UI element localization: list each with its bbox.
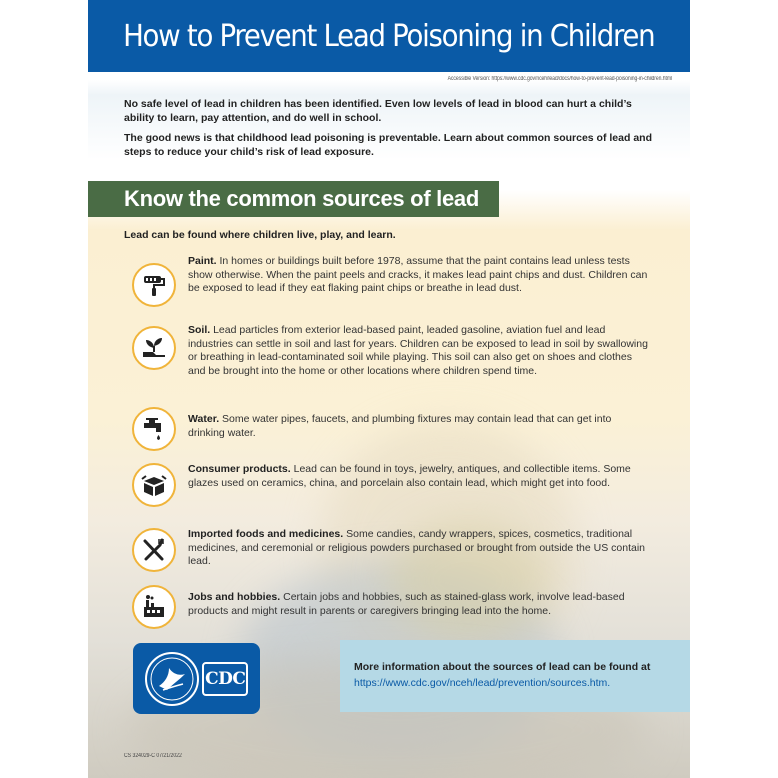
source-item-text	[188, 324, 648, 378]
source-item-body: Lead can be found in toys, jewelry, antiques, and collectible items. Some glazes used on ceramics, china, and porcelain also contain lead, which might get into food.	[188, 463, 631, 489]
source-item-title: Consumer products.	[188, 463, 291, 475]
source-item-water	[124, 413, 664, 453]
source-item-title: Soil.	[188, 324, 211, 336]
source-item-paint	[124, 255, 664, 305]
fact-sheet-page	[88, 0, 690, 778]
source-item-imported-foods	[124, 528, 664, 573]
page-header	[88, 0, 690, 72]
faucet-icon	[132, 407, 176, 451]
soil-plant-icon	[132, 326, 176, 370]
section-lead-in: Lead can be found where children live, play, and learn.	[124, 229, 396, 241]
source-item-title: Imported foods and medicines.	[188, 528, 344, 540]
factory-icon	[132, 585, 176, 629]
source-item-text	[188, 255, 648, 296]
source-item-consumer-products	[124, 463, 664, 508]
box-icon	[132, 463, 176, 507]
source-item-title: Jobs and hobbies.	[188, 591, 281, 603]
page-title: How to Prevent Lead Poisoning in Children	[123, 18, 655, 54]
source-item-body: Some candies, candy wrappers, spices, cosmetics, traditional medicines, and ceremonial or religious powders purchased or brought from outside the US contain lead.	[188, 528, 645, 567]
intro-paragraph-1: No safe level of lead in children has been identified. Even low levels of lead in blood can hurt a child’s ability to learn, pay attention, and do well in school.	[124, 98, 632, 124]
paint-roller-icon	[132, 263, 176, 307]
source-item-body: Some water pipes, faucets, and plumbing fixtures may contain lead that can get into drinking water.	[188, 413, 612, 439]
source-item-text	[188, 413, 648, 440]
source-item-body: Certain jobs and hobbies, such as stained-glass work, involve lead-based products and might result in parents or caregivers bringing lead into the home.	[188, 591, 625, 617]
hhs-seal-logo	[145, 652, 199, 706]
source-item-jobs-hobbies	[124, 591, 664, 631]
section-title: Know the common sources of lead	[124, 186, 479, 211]
source-item-soil	[124, 324, 664, 394]
source-item-body: Lead particles from exterior lead-based paint, leaded gasoline, aviation fuel and lead industries can settle in soil and last for years. Children can be exposed to lead in soil by swallowing or breathing in lead-contaminated soil while playing. This soil can also get on shoes and clothes and be brought into the home or other locations where children spend time.	[188, 324, 648, 377]
source-item-body: In homes or buildings built before 1978, assume that the paint contains lead unless tests show otherwise. When the paint peels and cracks, it makes lead paint chips and dust. Children can be exposed to lead if they eat flaking paint chips or breathe in lead dust.	[188, 255, 648, 294]
accessible-version-link[interactable]: Accessible Version: https://www.cdc.gov/nceh/lead/docs/how-to-prevent-lead-poisoning-in-children.html	[447, 76, 672, 82]
source-item-text	[188, 528, 648, 569]
more-info-text: More information about the sources of lead can be found at	[354, 661, 651, 673]
document-code: CS 324029-C 07/21/2022	[124, 753, 182, 759]
intro-text	[124, 97, 664, 165]
source-item-text	[188, 591, 648, 618]
more-info-link[interactable]: https://www.cdc.gov/nceh/lead/prevention/sources.htm.	[354, 677, 611, 689]
source-item-text	[188, 463, 648, 490]
source-item-title: Paint.	[188, 255, 217, 267]
more-info-box	[340, 640, 690, 712]
source-item-title: Water.	[188, 413, 220, 425]
intro-paragraph-2: The good news is that childhood lead poisoning is preventable. Learn about common sources of lead and steps to reduce your child’s risk of lead exposure.	[124, 132, 652, 158]
section-heading-bar	[88, 181, 499, 217]
cdc-logo: CDC	[202, 662, 248, 696]
fork-knife-icon	[132, 528, 176, 572]
logo-panel	[133, 643, 260, 714]
